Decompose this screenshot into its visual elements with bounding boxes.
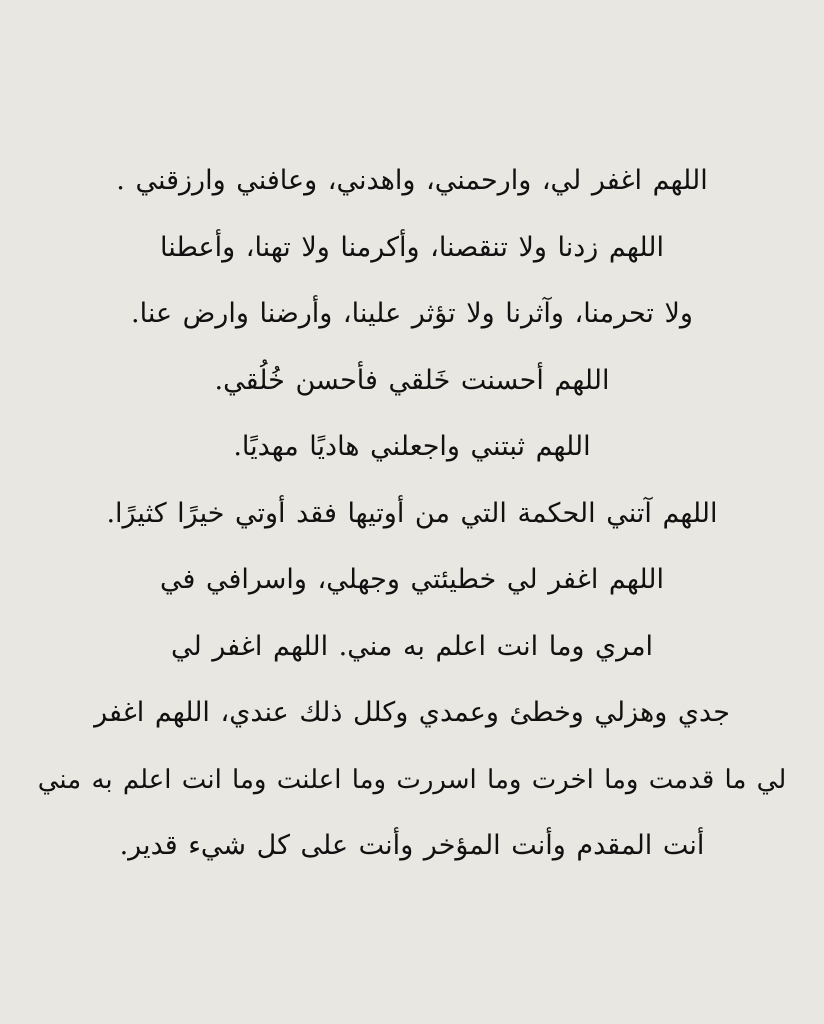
text-line-5: اللهم ثبتني واجعلني هاديًا مهديًا. (233, 431, 591, 462)
text-line-3: ولا تحرمنا، وآثرنا ولا تؤثر علينا، وأرضنا وارض عنا. (131, 298, 693, 329)
text-line-7: اللهم اغفر لي خطيئتي وجهلي، واسرافي في (160, 564, 664, 595)
text-line-4: اللهم أحسنت خَلقي فأحسن خُلُقي. (214, 364, 610, 396)
text-line-1: اللهم اغفر لي، وارحمني، واهدني، وعافني وارزقني . (116, 165, 708, 196)
text-line-11: أنت المقدم وأنت المؤخر وأنت على كل شيء قدير. (119, 830, 705, 861)
text-line-2: اللهم زدنا ولا تنقصنا، وأكرمنا ولا تهنا، وأعطنا (159, 231, 664, 263)
text-line-10: لي ما قدمت وما اخرت وما اسررت وما اعلنت وما انت اعلم به مني (37, 764, 787, 795)
text-line-6: اللهم آتني الحكمة التي من أوتيها فقد أوتي خيرًا كثيرًا. (106, 497, 718, 529)
text-line-8: امري وما انت اعلم به مني. اللهم اغفر لي (170, 630, 654, 662)
supplication-text (30, 148, 794, 880)
text-line-9: جدي وهزلي وخطئ وعمدي وكلل ذلك عندي، اللهم اغفر (94, 697, 730, 728)
